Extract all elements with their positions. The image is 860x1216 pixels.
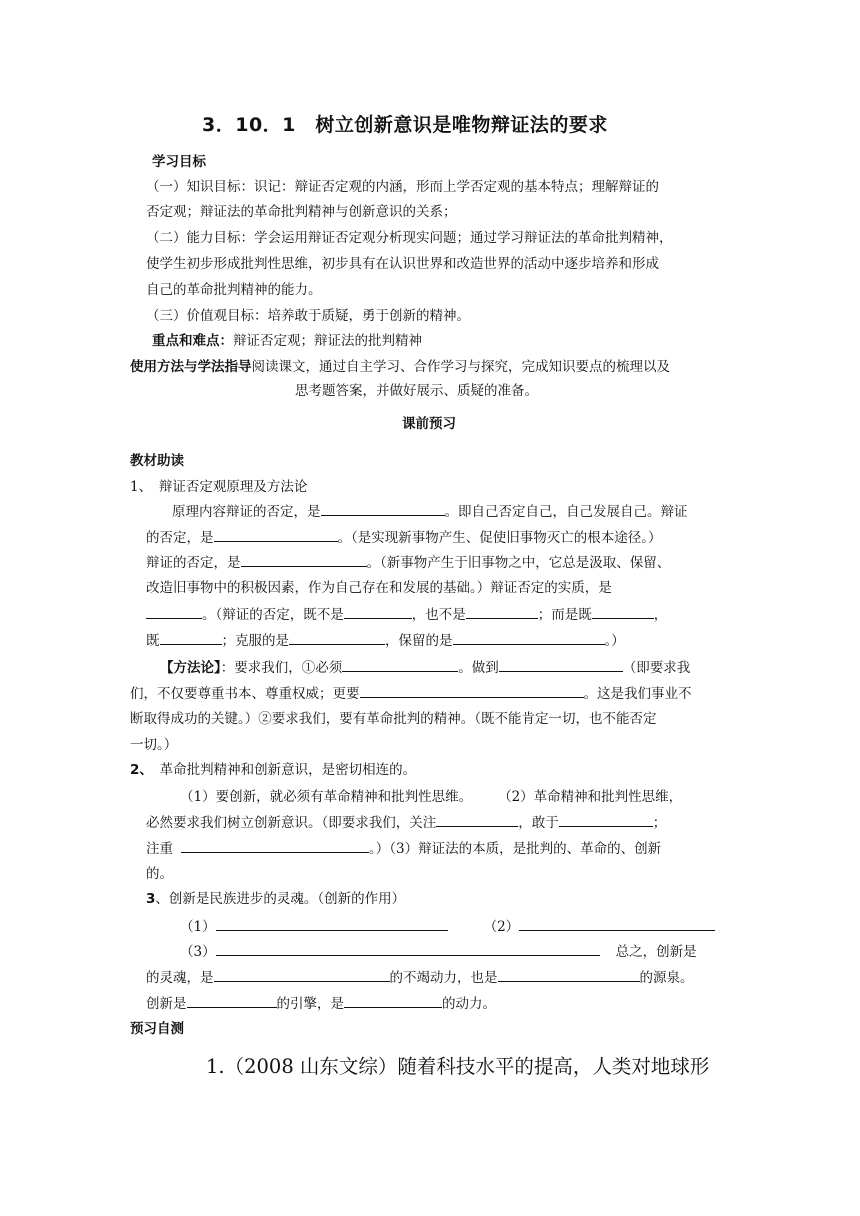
text: 原理内容辩证的否定，是: [172, 504, 321, 520]
section3-line4: [146, 994, 496, 1013]
text: 们，不仅要尊重书本、尊重权威；更要: [130, 686, 360, 702]
text: 创新是: [146, 996, 187, 1012]
text: 的灵魂，是: [146, 970, 214, 986]
text: 。做到: [458, 660, 499, 676]
methodology-line4: 一切。）: [130, 737, 178, 753]
methodology-line1: [160, 658, 690, 677]
fill-blank[interactable]: [187, 994, 277, 1008]
fill-blank[interactable]: [519, 917, 715, 931]
text: 。）（3）辩证法的本质，是批判的、革命的、创新: [369, 841, 662, 857]
section2-line3: [146, 839, 661, 858]
fill-blank[interactable]: [360, 684, 584, 698]
section3-line2: [180, 942, 697, 961]
text: （3）: [180, 944, 216, 960]
objective-value: （三）价值观目标：培养敢于质疑，勇于创新的精神。: [146, 308, 470, 324]
text: 总之，创新是: [615, 944, 697, 960]
text: 的动力。: [442, 996, 496, 1012]
key-points-label: 重点和难点：: [152, 333, 233, 349]
key-points-text: 辩证否定观；辩证法的批判精神: [233, 333, 422, 349]
section1-line3: [146, 553, 670, 572]
text: 的不竭动力，也是: [389, 970, 498, 986]
text: 的源泉。: [639, 970, 694, 986]
section1-line1: [172, 502, 688, 521]
preview-heading: 课前预习: [402, 416, 456, 432]
section1-title: 1、 辩证否定观原理及方法论: [130, 479, 308, 495]
method-guide: [130, 358, 670, 376]
fill-blank[interactable]: [214, 968, 390, 982]
fill-blank[interactable]: [160, 631, 222, 645]
section2-line4: 的。: [146, 866, 173, 882]
text: 注重: [146, 841, 173, 857]
objectives-heading: 学习目标: [152, 154, 206, 170]
text: （2）革命精神和批判性思维，: [498, 789, 683, 805]
text: （1）: [180, 919, 216, 935]
text: 。（新事物产生于旧事物之中，它总是汲取、保留、: [366, 555, 671, 571]
text: ；克服的是: [221, 633, 289, 649]
fill-blank[interactable]: [592, 605, 654, 619]
text: 。即自己否定自己，自己发展自己。辩证: [444, 504, 688, 520]
fill-blank[interactable]: [216, 917, 448, 931]
fill-blank[interactable]: [342, 658, 458, 672]
fill-blank[interactable]: [321, 502, 445, 516]
selftest-heading: 预习自测: [130, 1021, 184, 1037]
methodology-line3: 断取得成功的关键。）②要求我们，要有革命批判的精神。（既不能肯定一切，也不能否定: [130, 711, 657, 727]
text: ：要求我们，①必须: [220, 660, 343, 676]
objective-ability-line3: 自己的革命批判精神的能力。: [146, 282, 322, 298]
section2-number: 2、: [130, 762, 147, 778]
page-title: 3．10．1 树立创新意识是唯物辩证法的要求: [202, 114, 608, 136]
text: ，也不是: [411, 607, 466, 623]
question-1: 1.（2008 山东文综）随着科技水平的提高，人类对地球形: [206, 1055, 710, 1078]
section3-number: 3: [146, 891, 156, 907]
objective-ability-line1: （二）能力目标：学会运用辩证否定观分析现实问题；通过学习辩证法的革命批判精神，: [146, 230, 673, 246]
section3-title: [146, 890, 405, 908]
text: ，敢于: [518, 815, 559, 831]
section1-line2: [146, 528, 662, 547]
fill-blank[interactable]: [436, 813, 518, 827]
fill-blank[interactable]: [499, 658, 623, 672]
methodology-line2: [130, 684, 692, 703]
text: （1）要创新，就必须有革命精神和批判性思维。: [180, 789, 473, 805]
textbook-heading: 教材助读: [130, 453, 184, 469]
text: 革命批判精神和创新意识，是密切相连的。: [146, 762, 417, 778]
text: 、创新是民族进步的灵魂。（创新的作用）: [155, 891, 406, 907]
objective-knowledge-line2: 否定观；辩证法的革命批判精神与创新意识的关系；: [146, 204, 457, 220]
text: 。（辩证的否定，既不是: [202, 607, 344, 623]
method-label: 使用方法与学法指导: [130, 359, 252, 375]
section2-line1: [180, 788, 682, 806]
fill-blank[interactable]: [216, 942, 600, 956]
fill-blank[interactable]: [344, 994, 442, 1008]
fill-blank[interactable]: [453, 631, 605, 645]
section1-line4: 改造旧事物中的积极因素，作为自己存在和发展的基础。）辩证否定的实质，是: [146, 580, 612, 596]
text: ；: [652, 815, 667, 831]
section1-line5: [146, 605, 667, 624]
section2-line2: [146, 813, 666, 832]
text: 。）: [604, 633, 625, 649]
text: 辩证的否定，是: [146, 555, 241, 571]
text: 。这是我们事业不: [583, 686, 692, 702]
fill-blank[interactable]: [559, 813, 653, 827]
text: 必然要求我们树立创新意识。（即要求我们，关注: [146, 815, 437, 831]
objective-knowledge-line1: （一）知识目标：识记：辩证否定观的内涵，形而上学否定观的基本特点；理解辩证的: [146, 179, 659, 195]
text: ；而是既: [537, 607, 592, 623]
fill-blank[interactable]: [146, 605, 202, 619]
text: 既: [146, 633, 160, 649]
objective-ability-line2: 使学生初步形成批判性思维，初步具有在认识世界和改造世界的活动中逐步培养和形成: [146, 256, 659, 272]
key-points: [152, 332, 422, 350]
section2-title: [130, 761, 416, 779]
fill-blank[interactable]: [289, 631, 385, 645]
text: （2）: [483, 919, 520, 935]
method-text-line1: 阅读课文，通过自主学习、合作学习与探究，完成知识要点的梳理以及: [251, 359, 670, 375]
section3-line3: [146, 968, 694, 987]
methodology-label: 【方法论】: [160, 660, 221, 676]
fill-blank[interactable]: [214, 528, 338, 542]
text: 的否定，是: [146, 530, 214, 546]
section3-line1: [180, 917, 715, 936]
section1-line6: [146, 631, 625, 650]
method-text-line2: 思考题答案，并做好展示、质疑的准备。: [295, 383, 538, 399]
fill-blank[interactable]: [344, 605, 412, 619]
text: 。（是实现新事物产生、促使旧事物灭亡的根本途径。）: [337, 530, 662, 546]
text: 的引擎，是: [276, 996, 344, 1012]
fill-blank[interactable]: [498, 968, 640, 982]
text: ，保留的是: [385, 633, 453, 649]
fill-blank[interactable]: [466, 605, 538, 619]
text: （即要求我: [622, 660, 691, 676]
text: ，: [653, 607, 668, 623]
fill-blank[interactable]: [181, 839, 369, 853]
fill-blank[interactable]: [241, 553, 367, 567]
